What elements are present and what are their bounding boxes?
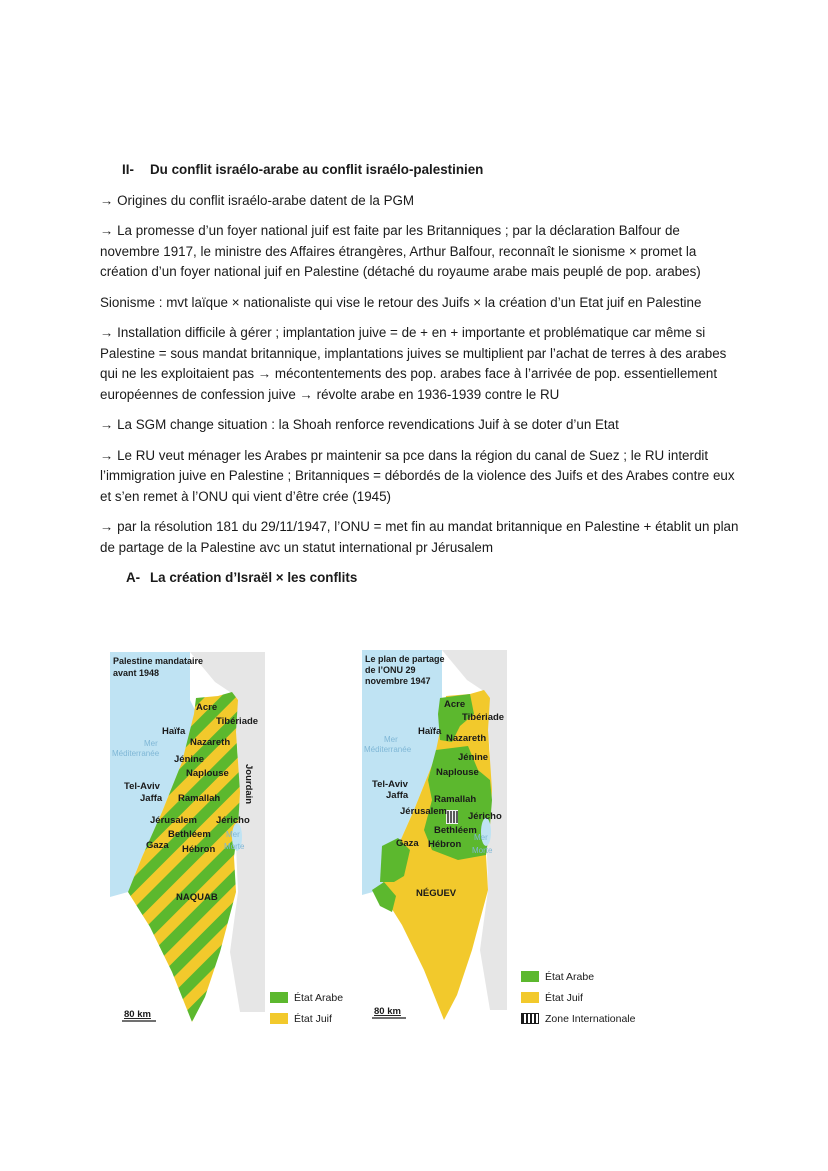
label-jericho: Jéricho (216, 815, 250, 826)
label-naplouse: Naplouse (186, 768, 229, 779)
swatch-arab (521, 971, 539, 982)
label-bethleem: Bethléem (168, 829, 211, 840)
paragraph-2: → La promesse d’un foyer national juif est faite par les Britanniques ; par la déclaration Balfour de novembre 1917, le ministre des Affaires étrangères, Arthur Balfour, reconnaît le sionisme × promet la création d’un foyer national juif en Palestine (détaché du royaume arabe mais peuplé de pop. arabes) (100, 223, 701, 279)
label-jaffa: Jaffa (140, 793, 163, 804)
legend-item-international (521, 1008, 635, 1029)
paragraph-5: → La SGM change situation : la Shoah renforce revendications Juif à se doter d’un Etat (100, 417, 619, 432)
label-nazareth: Nazareth (190, 737, 231, 748)
subsection-title: La création d’Israël × les conflits (150, 570, 358, 585)
label-ramallah: Ramallah (178, 793, 221, 804)
paragraph-7: → par la résolution 181 du 29/11/1947, l’ONU = met fin au mandat britannique en Palestine + établit un plan de partage de la Palestine avc un statut international pr Jérusalem (100, 519, 739, 555)
section-number: II- (122, 162, 134, 177)
label-telaviv: Tel-Aviv (124, 781, 160, 792)
label-sea-med-2: Méditerranée (112, 749, 160, 758)
label-neguev: NÉGUEV (416, 888, 457, 899)
label-sea-dead-1: Mer (474, 833, 488, 842)
label-jenine: Jénine (458, 752, 489, 763)
label-sea-dead-2: Morte (472, 846, 493, 855)
map2-scale: 80 km (374, 1006, 401, 1017)
label-naquab: NAQUAB (176, 892, 218, 903)
paragraph-3: Sionisme : mvt laïque × nationaliste qui vise le retour des Juifs × la création d’un Etat juif en Palestine (100, 294, 702, 310)
label-haifa: Haïfa (418, 726, 442, 737)
label-bethleem: Bethléem (434, 825, 477, 836)
label-hebron: Hébron (428, 839, 462, 850)
map2-title-line1: Le plan de partage (365, 654, 445, 664)
label-sea-med-2: Méditerranée (364, 745, 412, 754)
legend-item-jewish (521, 987, 635, 1008)
legend-item-arab (270, 987, 343, 1008)
swatch-jewish (270, 1013, 288, 1024)
label-ramallah: Ramallah (434, 794, 477, 805)
section-heading (122, 160, 740, 181)
label-sea-med-1: Mer (144, 739, 158, 748)
subsection-heading (126, 568, 740, 589)
label-haifa: Haïfa (162, 726, 186, 737)
map-mandate-palestine (110, 652, 265, 1032)
map1-legend (270, 987, 343, 1029)
swatch-international (521, 1013, 539, 1024)
swatch-jewish (521, 992, 539, 1003)
label-naplouse: Naplouse (436, 767, 479, 778)
label-jenine: Jénine (174, 754, 205, 765)
map-un-partition-plan (362, 650, 512, 1028)
legend-label: État Juif (294, 1012, 332, 1025)
document-body (100, 160, 740, 589)
section-title: Du conflit israélo-arabe au conflit israélo-palestinien (150, 162, 484, 177)
label-tiberiade: Tibériade (462, 712, 505, 723)
legend-label: Zone Internationale (545, 1012, 636, 1025)
label-tiberiade: Tibériade (216, 716, 259, 727)
subsection-number: A- (126, 570, 141, 585)
label-jourdain: Jourdain (243, 764, 254, 805)
legend-label: État Juif (545, 991, 583, 1004)
label-gaza: Gaza (146, 840, 169, 851)
map1-title-line1: Palestine mandataire (113, 656, 204, 666)
label-telaviv: Tel-Aviv (372, 779, 408, 790)
label-nazareth: Nazareth (446, 733, 487, 744)
label-hebron: Hébron (182, 844, 216, 855)
paragraph-1: → Origines du conflit israélo-arabe datent de la PGM (100, 192, 415, 208)
label-sea-dead-1: Mer (226, 830, 240, 839)
paragraph-4: → Installation difficile à gérer ; implantation juive = de + en + importante et problématique car même si Palestine = sous mandat britannique, implantations juives se multiplient par l’achat de terres à des arabes qui ne les exploitaient pas → mécontentements des pop. arabes face à l’arrivée de pop. essentiellement européennes de confession juive → révolte arabe en 1936-1939 contre le RU (100, 325, 727, 402)
map2-title-line2: de l’ONU 29 (365, 665, 416, 675)
label-jerusalem: Jérusalem (150, 815, 198, 826)
map2-legend (521, 966, 635, 1029)
legend-label: État Arabe (545, 970, 595, 983)
map1-title-line2: avant 1948 (113, 668, 160, 678)
swatch-arab (270, 992, 288, 1003)
legend-item-jewish (270, 1008, 343, 1029)
label-jaffa: Jaffa (386, 790, 409, 801)
label-jericho: Jéricho (468, 811, 502, 822)
paragraph-6: → Le RU veut ménager les Arabes pr maintenir sa pce dans la région du canal de Suez ; le RU interdit l’immigration juive en Palestine ; Britanniques = débordés de la violence des Juifs et des Arabes contre eux et s’en remet à l’ONU qui vient d’être crée (1945) (100, 447, 735, 504)
label-sea-med-1: Mer (384, 735, 398, 744)
map1-scale: 80 km (124, 1009, 151, 1020)
legend-item-arab (521, 966, 635, 987)
label-jerusalem: Jérusalem (400, 806, 448, 817)
label-acre: Acre (196, 702, 218, 713)
label-sea-dead-2: Morte (224, 842, 245, 851)
label-acre: Acre (444, 699, 466, 710)
label-gaza: Gaza (396, 838, 419, 849)
legend-label: État Arabe (294, 991, 344, 1004)
map2-title-line3: novembre 1947 (365, 676, 431, 686)
